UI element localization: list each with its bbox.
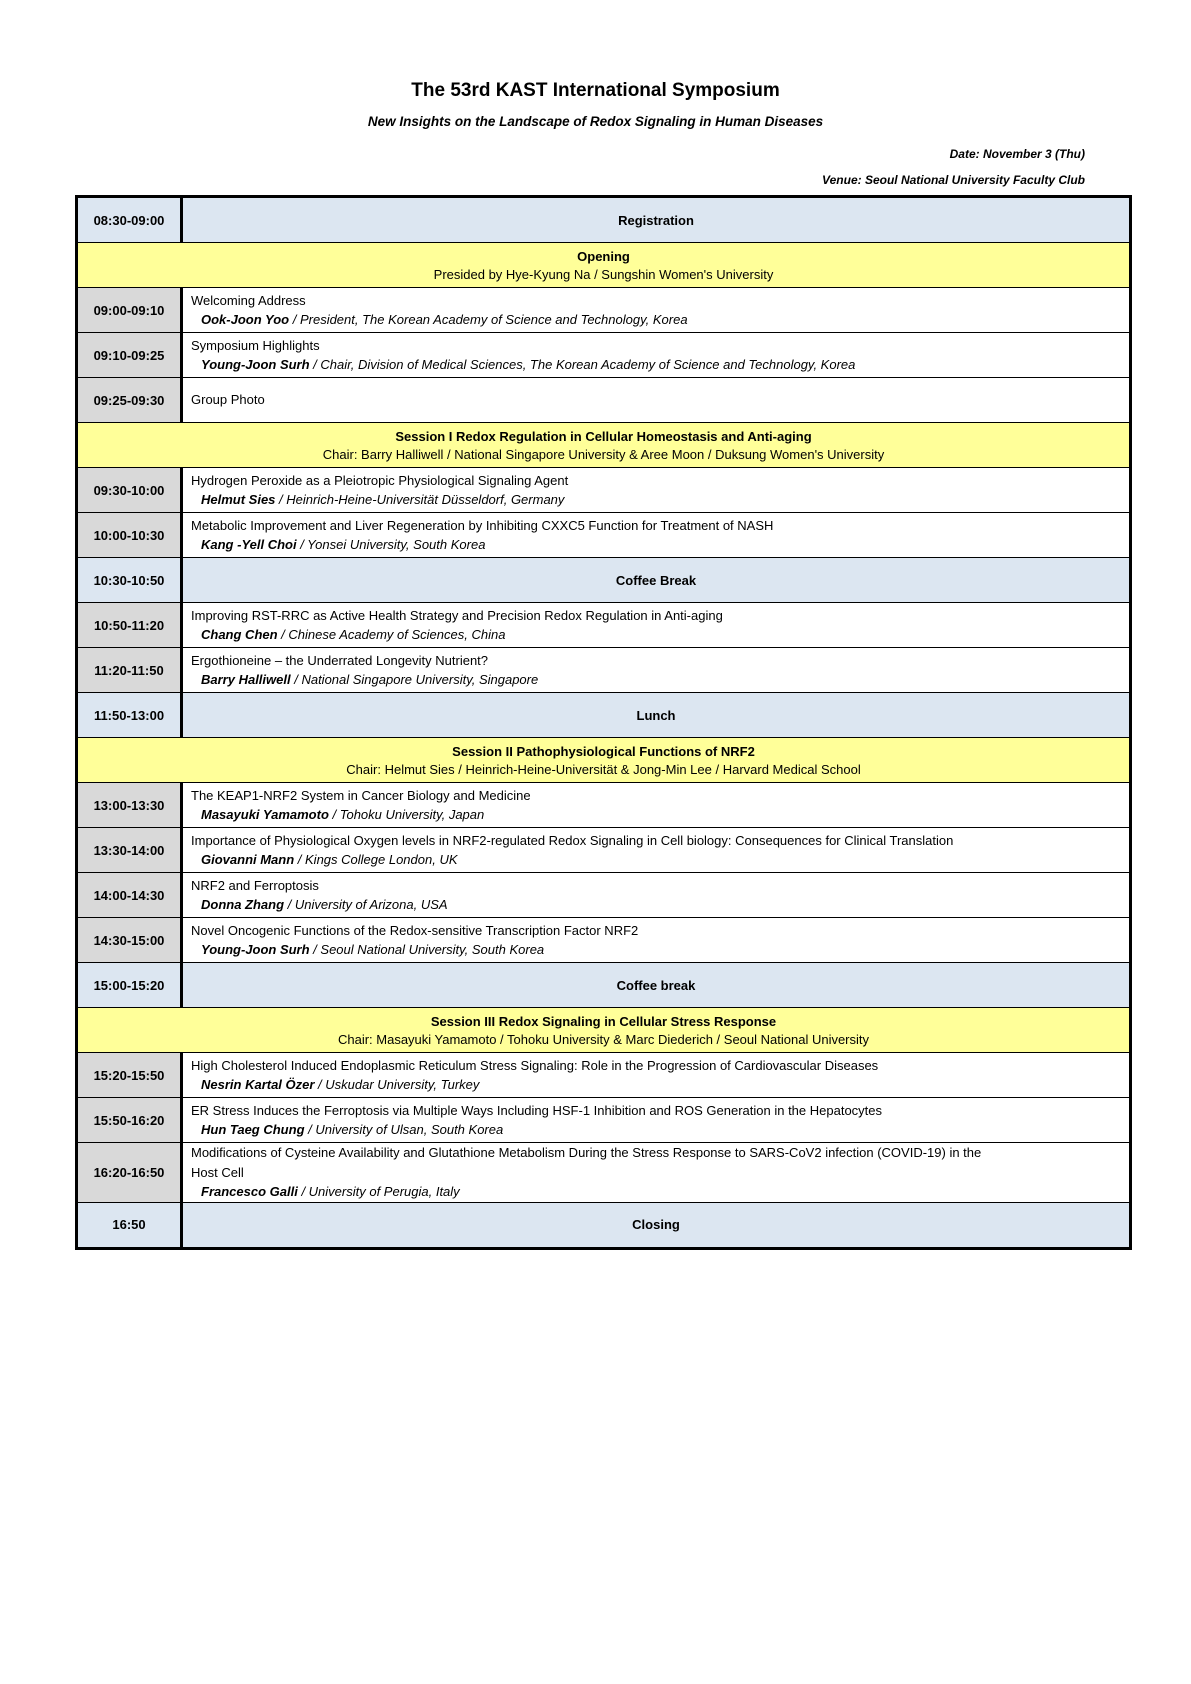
session-chair: Chair: Barry Halliwell / National Singapore University & Aree Moon / Duksung Women's University — [322, 446, 885, 462]
schedule-row-break — [77, 693, 1131, 738]
time-cell: 14:00-14:30 — [77, 873, 182, 918]
schedule-row — [77, 513, 1131, 558]
schedule-row — [77, 648, 1131, 693]
session-title: Session II Pathophysiological Functions of NRF2 — [452, 743, 755, 759]
schedule-row — [77, 1143, 1131, 1203]
talk-title: ER Stress Induces the Ferroptosis via Multiple Ways Including HSF-1 Inhibition and ROS Generation in the Hepatocytes — [191, 1102, 883, 1118]
event-date: Date: November 3 (Thu) — [949, 147, 1085, 161]
time-cell: 09:25-09:30 — [77, 378, 182, 423]
time-cell: 16:50 — [77, 1202, 182, 1248]
talk-cell — [182, 513, 1131, 558]
schedule-row — [77, 378, 1131, 423]
talk-title: Ergothioneine – the Underrated Longevity Nutrient? — [191, 652, 489, 668]
talk-cell — [182, 603, 1131, 648]
talk-speaker-line — [191, 535, 1129, 555]
talk-speaker-line — [191, 1075, 1129, 1095]
page-title: The 53rd KAST International Symposium — [411, 80, 780, 101]
talk-title: Hydrogen Peroxide as a Pleiotropic Physiological Signaling Agent — [191, 472, 569, 488]
time-cell: 14:30-15:00 — [77, 918, 182, 963]
speaker-affiliation: / University of Perugia, Italy — [297, 1184, 460, 1199]
time-cell: 09:10-09:25 — [77, 333, 182, 378]
speaker-name: Young-Joon Surh — [201, 942, 310, 957]
schedule-row-closing — [77, 1202, 1131, 1248]
speaker-name: Donna Zhang — [201, 897, 285, 912]
talk-cell — [182, 288, 1131, 333]
talk-title: Metabolic Improvement and Liver Regeneration by Inhibiting CXXC5 Function for Treatment of NASH — [191, 517, 774, 533]
break-label: Closing — [182, 1202, 1131, 1248]
speaker-affiliation: / Yonsei University, South Korea — [296, 537, 486, 552]
session-subtitle: Presided by Hye-Kyung Na / Sungshin Women's University — [433, 266, 774, 282]
speaker-affiliation: / National Singapore University, Singapore — [290, 672, 539, 687]
time-cell: 15:50-16:20 — [77, 1098, 182, 1143]
talk-title: Importance of Physiological Oxygen levels in NRF2-regulated Redox Signaling in Cell biology: Consequences for Clinical Translation — [191, 832, 954, 848]
talk-speaker-line — [191, 670, 1129, 690]
talk-cell — [182, 873, 1131, 918]
session-header-2 — [77, 738, 1131, 783]
break-label: Coffee Break — [182, 558, 1131, 603]
speaker-name: Young-Joon Surh — [201, 357, 310, 372]
session-chair: Chair: Masayuki Yamamoto / Tohoku University & Marc Diederich / Seoul National University — [337, 1031, 870, 1047]
session-chair: Chair: Helmut Sies / Heinrich-Heine-Universität & Jong-Min Lee / Harvard Medical School — [346, 761, 861, 777]
speaker-name: Chang Chen — [201, 627, 278, 642]
schedule-row — [77, 918, 1131, 963]
time-cell: 16:20-16:50 — [77, 1143, 182, 1203]
talk-cell — [182, 648, 1131, 693]
talk-cell — [182, 1143, 1131, 1203]
talk-title: Group Photo — [191, 392, 265, 408]
time-cell: 10:00-10:30 — [77, 513, 182, 558]
session-title: Opening — [577, 248, 630, 264]
talk-speaker-line — [191, 895, 1129, 915]
talk-speaker-line — [191, 1120, 1129, 1140]
talk-cell — [182, 1098, 1131, 1143]
talk-title: The KEAP1-NRF2 System in Cancer Biology and Medicine — [191, 787, 531, 803]
event-venue: Venue: Seoul National University Faculty Club — [822, 173, 1085, 187]
speaker-affiliation: / University of Ulsan, South Korea — [304, 1122, 504, 1137]
time-cell: 15:20-15:50 — [77, 1053, 182, 1098]
talk-title: Welcoming Address — [191, 292, 306, 308]
session-title: Session III Redox Signaling in Cellular Stress Response — [430, 1013, 777, 1029]
speaker-affiliation: / President, The Korean Academy of Science and Technology, Korea — [289, 312, 688, 327]
schedule-row — [77, 873, 1131, 918]
talk-title: Symposium Highlights — [191, 337, 320, 353]
time-cell: 09:30-10:00 — [77, 468, 182, 513]
schedule-row — [77, 1053, 1131, 1098]
talk-speaker-line — [191, 625, 1129, 645]
time-cell: 13:00-13:30 — [77, 783, 182, 828]
time-cell: 11:20-11:50 — [77, 648, 182, 693]
speaker-affiliation: / Heinrich-Heine-Universität Düsseldorf, Germany — [275, 492, 565, 507]
talk-speaker-line — [191, 490, 1129, 510]
talk-cell — [182, 828, 1131, 873]
schedule-row — [77, 1098, 1131, 1143]
break-label: Coffee break — [182, 963, 1131, 1008]
talk-cell — [182, 918, 1131, 963]
schedule-row — [77, 468, 1131, 513]
time-cell: 15:00-15:20 — [77, 963, 182, 1008]
talk-title: Novel Oncogenic Functions of the Redox-sensitive Transcription Factor NRF2 — [191, 922, 639, 938]
speaker-name: Hun Taeg Chung — [201, 1122, 305, 1137]
schedule-row — [77, 288, 1131, 333]
session-header-opening — [77, 243, 1131, 288]
page-subtitle: New Insights on the Landscape of Redox Signaling in Human Diseases — [367, 114, 824, 129]
speaker-affiliation: / University of Arizona, USA — [284, 897, 448, 912]
talk-title: NRF2 and Ferroptosis — [191, 877, 319, 893]
speaker-affiliation: / Chinese Academy of Sciences, China — [277, 627, 506, 642]
break-label: Lunch — [182, 693, 1131, 738]
speaker-name: Masayuki Yamamoto — [201, 807, 329, 822]
speaker-affiliation: / Kings College London, UK — [294, 852, 458, 867]
talk-speaker-line — [191, 310, 1129, 330]
time-cell: 13:30-14:00 — [77, 828, 182, 873]
schedule-row — [77, 603, 1131, 648]
talk-speaker-line — [191, 850, 1129, 870]
schedule-row-break — [77, 963, 1131, 1008]
speaker-name: Nesrin Kartal Özer — [201, 1077, 315, 1092]
schedule-row-break — [77, 558, 1131, 603]
speaker-name: Helmut Sies — [201, 492, 276, 507]
speaker-affiliation: / Uskudar University, Turkey — [314, 1077, 480, 1092]
break-label: Registration — [182, 197, 1131, 243]
time-cell: 08:30-09:00 — [77, 197, 182, 243]
talk-speaker-line — [191, 1182, 1009, 1202]
time-cell: 10:50-11:20 — [77, 603, 182, 648]
session-title: Session I Redox Regulation in Cellular Homeostasis and Anti-aging — [395, 428, 812, 444]
talk-cell — [182, 468, 1131, 513]
talk-cell — [182, 333, 1131, 378]
talk-cell — [182, 378, 1131, 423]
speaker-name: Francesco Galli — [201, 1184, 298, 1199]
time-cell: 09:00-09:10 — [77, 288, 182, 333]
talk-speaker-line — [191, 355, 1129, 375]
talk-title: Modifications of Cysteine Availability and Glutathione Metabolism During the Stress Response to SARS-CoV2 infection (COVID-19) in the Host Cell — [191, 1145, 982, 1180]
schedule-row-registration — [77, 197, 1131, 243]
talk-title: High Cholesterol Induced Endoplasmic Reticulum Stress Signaling: Role in the Progression of Cardiovascular Diseases — [191, 1057, 879, 1073]
speaker-name: Kang -Yell Choi — [201, 537, 297, 552]
speaker-name: Giovanni Mann — [201, 852, 295, 867]
talk-cell — [182, 783, 1131, 828]
talk-cell — [182, 1053, 1131, 1098]
talk-speaker-line — [191, 940, 1129, 960]
schedule-row — [77, 783, 1131, 828]
time-cell: 11:50-13:00 — [77, 693, 182, 738]
session-header-3 — [77, 1008, 1131, 1053]
schedule-row — [77, 828, 1131, 873]
schedule-table — [75, 195, 1132, 1250]
schedule-row — [77, 333, 1131, 378]
speaker-name: Ook-Joon Yoo — [201, 312, 290, 327]
talk-speaker-line — [191, 805, 1129, 825]
talk-title: Improving RST-RRC as Active Health Strategy and Precision Redox Regulation in Anti-aging — [191, 607, 723, 623]
speaker-affiliation: / Chair, Division of Medical Sciences, The Korean Academy of Science and Technology, Korea — [309, 357, 856, 372]
speaker-name: Barry Halliwell — [201, 672, 291, 687]
speaker-affiliation: / Seoul National University, South Korea — [309, 942, 545, 957]
speaker-affiliation: / Tohoku University, Japan — [328, 807, 485, 822]
session-header-1 — [77, 423, 1131, 468]
time-cell: 10:30-10:50 — [77, 558, 182, 603]
